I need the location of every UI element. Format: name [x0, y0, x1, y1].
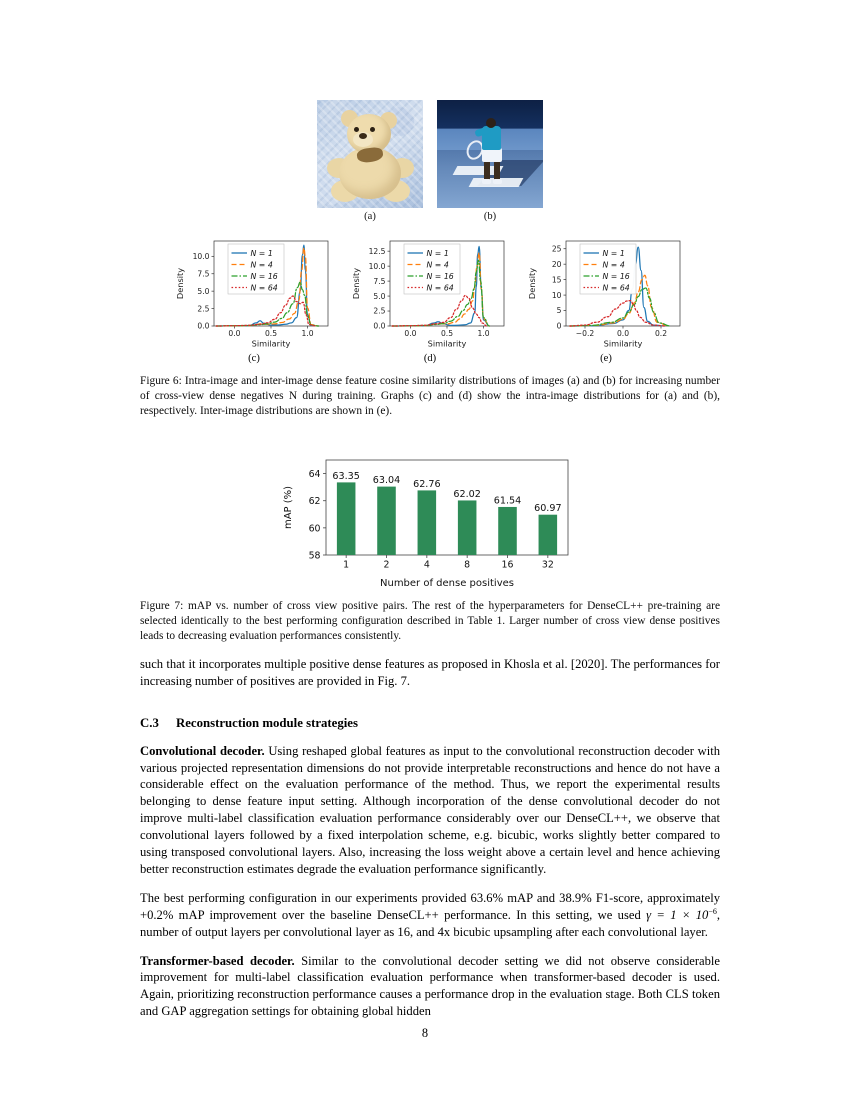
- svg-text:N = 4: N = 4: [250, 260, 273, 270]
- paragraph-best-configuration: [140, 890, 720, 941]
- svg-text:0.5: 0.5: [264, 329, 278, 338]
- svg-text:N = 64: N = 64: [250, 283, 278, 293]
- svg-text:0.0: 0.0: [228, 329, 241, 338]
- svg-text:N = 16: N = 16: [250, 271, 278, 281]
- svg-text:2.5: 2.5: [373, 306, 386, 316]
- teddy-bear-photo: [317, 100, 423, 208]
- transformer-decoder-text: Similar to the convolutional decoder setting we did not observe considerable improvement for multi-label classification evaluation performance when transformer-based decoder is used. Again, prioritizing reconstruction performance causes a performance drop in the evaluation stage. Both CLS token and GAP aggregation settings for obtaining global hidden: [140, 953, 720, 1019]
- svg-text:60: 60: [308, 523, 321, 535]
- svg-text:0.0: 0.0: [197, 321, 210, 331]
- figure7-caption: Figure 7: mAP vs. number of cross view positive pairs. The rest of the hyperparameters for DenseCL++ pre-training are selected identically to the best performing configuration described in Table 1. Larger number of cross view dense positives leads to decreasing evaluation performances consistently.: [140, 600, 720, 643]
- kde-plot-e: [526, 236, 686, 364]
- svg-text:12.5: 12.5: [368, 246, 386, 256]
- gamma-exponent: −6: [708, 906, 717, 916]
- kde-plot-d: [350, 236, 510, 364]
- svg-text:mAP (%): mAP (%): [283, 486, 294, 530]
- svg-text:7.5: 7.5: [373, 276, 386, 286]
- svg-text:2.5: 2.5: [197, 304, 210, 314]
- svg-text:Similarity: Similarity: [603, 338, 643, 348]
- svg-text:0: 0: [556, 321, 562, 331]
- subfigure-label-a: (a): [364, 211, 376, 222]
- svg-text:4: 4: [423, 559, 430, 571]
- section-number: C.3: [140, 715, 159, 730]
- svg-text:1.0: 1.0: [301, 329, 314, 338]
- page-number: 8: [421, 1026, 429, 1040]
- figure7-bar-chart: [280, 444, 580, 589]
- paragraph-convolutional-decoder: [140, 743, 720, 878]
- svg-text:25: 25: [551, 244, 562, 254]
- convolutional-decoder-text: Using reshaped global features as input to the convolutional reconstruction decoder with various projected representation dimensions do not provide interpretable reconstructions and hence do not have a considerable effect on the evaluation performance of the method. Thus, we report the experimental results belonging to dense feature input setting. Although incorporation of the dense convolutional decoder do not improve multi-label classification evaluation performance considerably over our DenseCL++, we observe that convolutional layers followed by a fixed interpolation scheme, e.g. bicubic, works slightly better compared to using transposed convolutional layers. Also, increasing the loss weight above a certain level and hence achieving better reconstruction estimates degrade the evaluation performance significantly.: [140, 743, 721, 876]
- tennis-player-photo: [437, 100, 543, 208]
- subfigure-label-c: (c): [248, 353, 260, 364]
- section-heading-c3: [140, 716, 720, 731]
- figure6-subfigure-a: [317, 100, 423, 222]
- svg-text:N = 16: N = 16: [602, 271, 630, 281]
- kde-chart-e: [526, 236, 686, 348]
- svg-text:Density: Density: [527, 267, 537, 300]
- svg-text:32: 32: [541, 559, 554, 571]
- svg-text:Density: Density: [351, 267, 361, 300]
- best-config-text-b: , number of output layers per convolutional layer as 16, and 4x bicubic upsampling after each convolutional layer.: [140, 907, 720, 939]
- figure6-subfigure-b: [437, 100, 543, 222]
- svg-text:20: 20: [551, 259, 562, 269]
- svg-text:62.76: 62.76: [413, 479, 441, 491]
- page-content: [140, 60, 720, 1020]
- svg-text:N = 4: N = 4: [602, 260, 625, 270]
- svg-text:61.54: 61.54: [493, 495, 522, 507]
- svg-text:N = 64: N = 64: [426, 283, 454, 293]
- svg-text:5.0: 5.0: [197, 286, 210, 296]
- svg-text:N = 64: N = 64: [602, 283, 630, 293]
- figure7-container: [140, 444, 720, 589]
- svg-text:63.04: 63.04: [372, 475, 401, 487]
- figure6-caption: Figure 6: Intra-image and inter-image dense feature cosine similarity distributions of images (a) and (b) for increasing number of cross-view dense negatives N during training. Graphs (c) and (d) show the intra-image distributions for (a) and (b), respectively. Inter-image distributions are shown in (e).: [140, 375, 720, 417]
- svg-text:Similarity: Similarity: [427, 338, 467, 348]
- svg-text:2: 2: [383, 559, 390, 571]
- best-config-text-a: The best performing configuration in our experiments provided 63.6% mAP and 38.9% F1-score, approximately +0.2% mAP improvement over the baseline DenseCL++ performance. In this setting, we used: [140, 890, 720, 922]
- figure6-image-row: [140, 100, 720, 222]
- svg-text:5: 5: [556, 306, 562, 316]
- svg-text:8: 8: [464, 559, 471, 571]
- kde-chart-c: [174, 236, 334, 348]
- svg-text:63.35: 63.35: [332, 471, 360, 483]
- svg-text:10.0: 10.0: [368, 261, 386, 271]
- svg-text:0.2: 0.2: [654, 329, 668, 338]
- runin-transformer-decoder: Transformer-based decoder.: [140, 953, 295, 968]
- svg-text:15: 15: [551, 275, 562, 285]
- runin-convolutional-decoder: Convolutional decoder.: [140, 743, 265, 758]
- svg-text:1: 1: [343, 559, 350, 571]
- svg-text:60.97: 60.97: [534, 503, 562, 515]
- svg-text:Number of dense positives: Number of dense positives: [380, 578, 514, 590]
- svg-text:1.0: 1.0: [477, 329, 490, 338]
- svg-text:N = 1: N = 1: [602, 248, 625, 258]
- svg-text:64: 64: [308, 469, 321, 481]
- svg-text:62.02: 62.02: [453, 489, 481, 501]
- svg-text:0.0: 0.0: [404, 329, 417, 338]
- svg-text:N = 4: N = 4: [426, 260, 449, 270]
- svg-text:0.5: 0.5: [440, 329, 454, 338]
- svg-text:58: 58: [308, 550, 321, 562]
- gamma-value: γ = 1 × 10: [646, 907, 709, 922]
- svg-text:7.5: 7.5: [197, 269, 210, 279]
- subfigure-label-b: (b): [483, 211, 497, 222]
- svg-text:N = 16: N = 16: [426, 271, 454, 281]
- kde-chart-d: [350, 236, 510, 348]
- svg-text:5.0: 5.0: [373, 291, 386, 301]
- svg-text:0.0: 0.0: [616, 329, 630, 338]
- figure6-plot-row: [140, 236, 720, 364]
- svg-text:N = 1: N = 1: [426, 248, 449, 258]
- section-title: Reconstruction module strategies: [176, 715, 358, 730]
- subfigure-label-e: (e): [600, 353, 612, 364]
- svg-text:N = 1: N = 1: [250, 248, 273, 258]
- svg-text:0.0: 0.0: [373, 321, 386, 331]
- svg-text:16: 16: [501, 559, 514, 571]
- kde-plot-c: [174, 236, 334, 364]
- svg-text:10: 10: [551, 290, 562, 300]
- svg-text:62: 62: [308, 496, 321, 508]
- svg-text:Density: Density: [175, 267, 185, 300]
- svg-text:Similarity: Similarity: [251, 338, 291, 348]
- subfigure-label-d: (d): [423, 353, 437, 364]
- svg-text:10.0: 10.0: [192, 252, 210, 262]
- paragraph-transformer-decoder: [140, 953, 720, 1021]
- paragraph-positives: such that it incorporates multiple positive dense features as proposed in Khosla et al. [2020]. The performances for increasing number of positives are provided in Fig. 7.: [140, 656, 720, 688]
- svg-text:−0.2: −0.2: [575, 329, 595, 338]
